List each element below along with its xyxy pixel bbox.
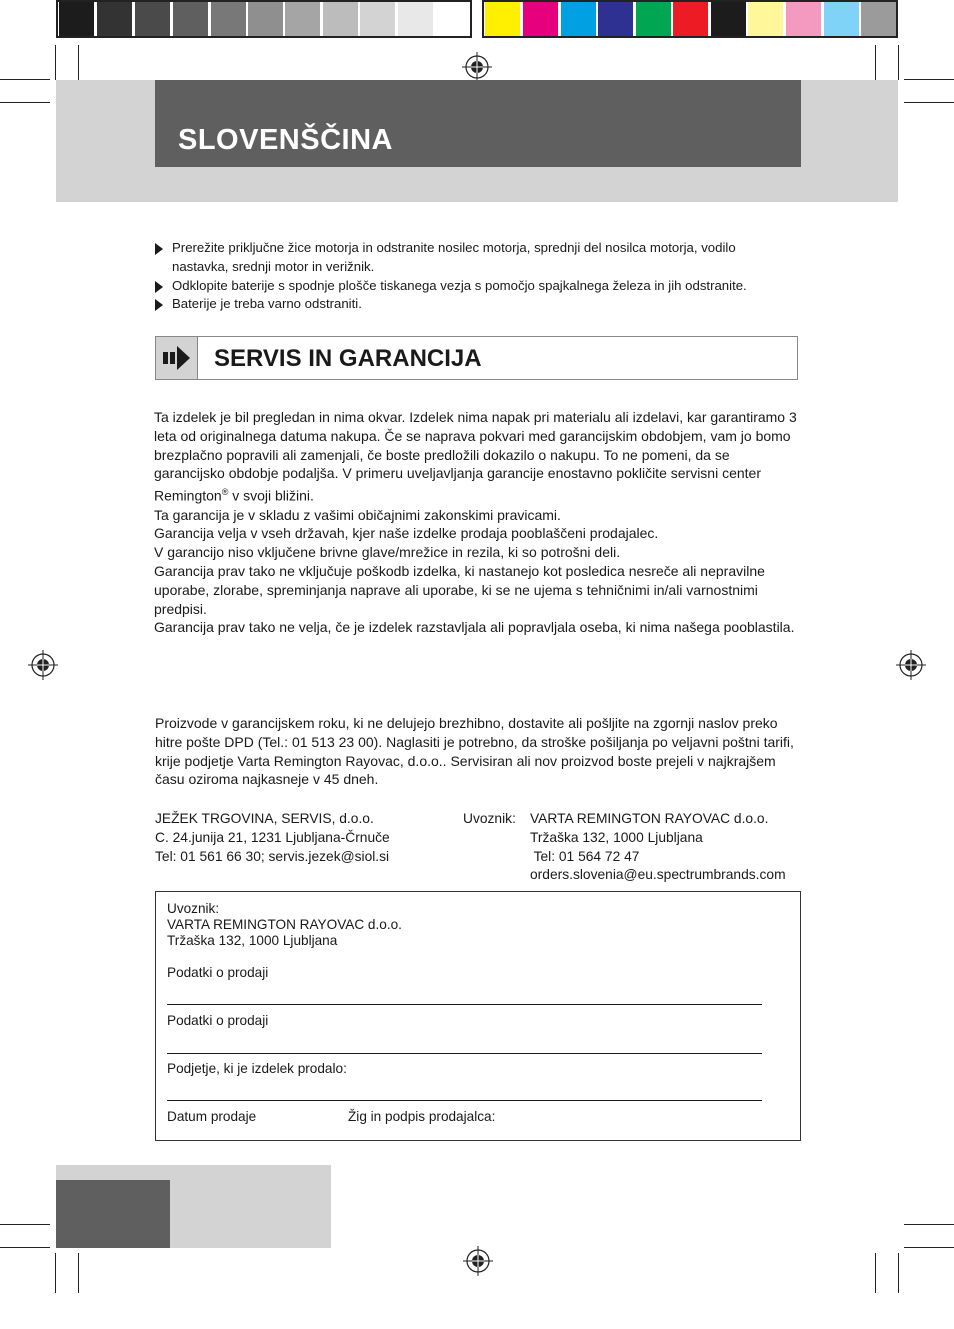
registered-mark: ® [221, 487, 229, 498]
form-field-label: Podjetje, ki je izdelek prodalo: [167, 1061, 347, 1076]
importer-name: VARTA REMINGTON RAYOVAC d.o.o. [530, 811, 769, 826]
crop-mark [78, 1253, 79, 1293]
form-stamp-label: Žig in podpis prodajalca: [348, 1109, 496, 1124]
crop-mark [55, 45, 56, 80]
registration-mark-icon [463, 1246, 493, 1276]
warranty-paragraph: Ta garancija je v skladu z vašimi običajnimi zakonskimi pravicami. [154, 506, 561, 523]
page-title: SLOVENŠČINA [178, 124, 393, 156]
warranty-paragraph: Garancija prav tako ne vključuje poškodb izdelka, ki nastanejo kot posledica nesreče ali nepravilne uporabe, zlorabe, spreminjanja naprave ali uporabe, ki se ne ujema s tehničnimi in/ali varnostnimi predpisi. [154, 563, 765, 617]
list-item [155, 239, 792, 276]
form-field-line[interactable] [167, 1100, 762, 1101]
shipping-paragraph: Proizvode v garancijskem roku, ki ne delujejo brezhibno, dostavite ali pošljite na zgornji naslov preko hitre pošte DPD (Tel.: 01 513 23 00). Naglasiti je potrebno, da stroške pošiljanja po veljavni poštni tarifi, krije podjetje Varta Remington Rayovac, d.o.o.. Servisiran ali nov proizvod boste prejeli v najkrajšem času oziroma najkasneje v 45 dneh. [155, 715, 794, 788]
importer-address: Tržaška 132, 1000 Ljubljana [530, 829, 703, 845]
registration-mark-icon [462, 52, 492, 82]
crop-mark [904, 79, 954, 80]
warranty-paragraph: Garancija prav tako ne velja, če je izdelek razstavljala ali popravljala oseba, ki nima našega pooblastila. [154, 619, 795, 636]
swatch-group-outline [482, 0, 898, 38]
form-field-label: Podatki o prodaji [167, 965, 269, 980]
bullet-text: Prerežite priključne žice motorja in odstranite nosilec motorja, sprednji del nosilca motorja, vodilo nastavka, srednji motor in verižnik. [172, 240, 736, 274]
bullet-text: Odklopite baterije s spodnje plošče tiskanega vezja s pomočjo spajkalnega železa in jih odstranite. [172, 278, 747, 293]
crop-mark [0, 102, 50, 103]
registration-mark-icon [896, 650, 926, 680]
bullet-text: Baterije je treba varno odstraniti. [172, 296, 362, 311]
warranty-text-part: v svoji bližini. [228, 487, 314, 504]
warranty-text [154, 408, 804, 637]
crop-mark [875, 45, 876, 80]
crop-mark [904, 1224, 954, 1225]
crop-mark [898, 45, 899, 80]
form-importer-label: Uvoznik: [167, 901, 220, 916]
arrow-right-icon [156, 337, 197, 379]
form-field-line[interactable] [167, 1004, 762, 1005]
form-importer-address: Tržaška 132, 1000 Ljubljana [167, 933, 338, 948]
crop-mark [898, 1253, 899, 1293]
service-contact [155, 810, 390, 866]
warranty-text-part: Ta izdelek je bil pregledan in nima okvar. Izdelek nima napak pri materialu ali izdelavi, kar garantiramo 3 leta od originalnega datuma nakupa. Če se naprava pokvari med garancijskim obdobjem, vam jo bomo brezplačno popravili ali zamenjali, če boste predložili dokazilo o nakupu. To ne pomeni, da se garancijsko obdobje podaljša. V primeru uveljavljanja garancije enostavno pokličite servisni center Remington [154, 409, 797, 504]
service-address: C. 24.junija 21, 1231 Ljubljana-Črnuče [155, 829, 390, 845]
crop-mark [875, 1253, 876, 1293]
crop-mark [904, 102, 954, 103]
form-date-label: Datum prodaje [167, 1109, 257, 1124]
service-name: JEŽEK TRGOVINA, SERVIS, d.o.o. [155, 811, 374, 826]
bullet-triangle-icon [155, 243, 163, 255]
swatch-group-outline [56, 0, 472, 38]
service-phone-email: Tel: 01 561 66 30; servis.jezek@siol.si [155, 848, 390, 864]
list-item [155, 277, 792, 296]
crop-mark [0, 1224, 50, 1225]
importer-email: orders.slovenia@eu.spectrumbrands.com [530, 867, 786, 883]
form-field-label: Podatki o prodaji [167, 1013, 269, 1028]
crop-mark [0, 79, 50, 80]
shipping-text [155, 714, 800, 789]
form-field-line[interactable] [167, 1053, 762, 1054]
registration-mark-icon [28, 650, 58, 680]
bullet-triangle-icon [155, 299, 163, 311]
warranty-paragraph [154, 408, 804, 506]
importer-label: Uvoznik: [463, 811, 516, 826]
warranty-paragraph: Garancija velja v vseh državah, kjer naše izdelke prodaja pooblaščeni prodajalec. [154, 525, 659, 542]
crop-mark [78, 45, 79, 80]
crop-mark [0, 1247, 50, 1248]
list-item [155, 295, 792, 314]
crop-mark [55, 1253, 56, 1293]
bullet-triangle-icon [155, 281, 163, 293]
importer-contact [530, 810, 786, 885]
importer-phone: Tel: 01 564 72 47 [530, 848, 640, 864]
crop-mark [904, 1247, 954, 1248]
footer-tab [56, 1180, 170, 1248]
warranty-paragraph: V garancijo niso vključene brivne glave/mrežice in rezila, ki so potrošni deli. [154, 544, 621, 561]
section-icon-box [155, 336, 198, 380]
form-importer-name: VARTA REMINGTON RAYOVAC d.o.o. [167, 917, 402, 932]
section-title: SERVIS IN GARANCIJA [214, 345, 482, 372]
